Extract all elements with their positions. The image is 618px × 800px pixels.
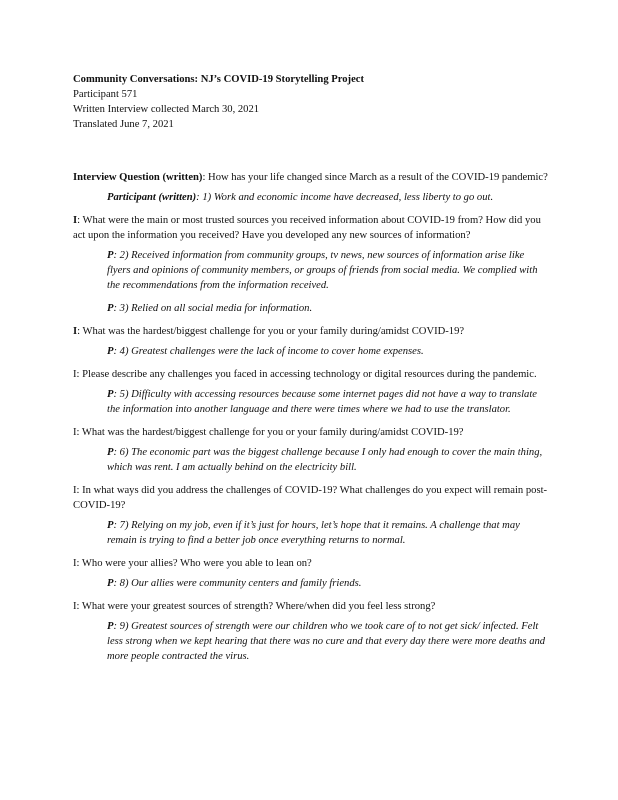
- answer-1: Participant (written): 1) Work and economic income have decreased, less liberty to go out.: [107, 192, 494, 203]
- answer-5: P: 5) Difficulty with accessing resources because some internet pages did not have a way to translate the information into another language and there were times where we had to use the translator.: [107, 389, 537, 415]
- document-page: [73, 72, 548, 664]
- answer-4: P: 4) Greatest challenges were the lack of income to cover home expenses.: [107, 346, 424, 357]
- document-title: Community Conversations: NJ’s COVID-19 Storytelling Project: [73, 74, 365, 85]
- answer-3: P: 3) Relied on all social media for information.: [107, 303, 313, 314]
- question-7: I: Who were your allies? Who were you able to lean on?: [73, 558, 312, 569]
- document-header: [73, 72, 548, 132]
- answer-7: P: 7) Relying on my job, even if it’s just for hours, let’s hope that it remains. A challenge that may remain is trying to find a better job once everything returns to normal.: [107, 520, 520, 546]
- question-label: Interview Question (written): [73, 172, 203, 183]
- question-5: I: What was the hardest/biggest challenge for you or your family during/amidst COVID-19?: [73, 427, 464, 438]
- answer-6: P: 6) The economic part was the biggest challenge because I only had enough to cover the main thing, which was rent. I am actually behind on the electricity bill.: [107, 447, 543, 473]
- collected-date: Written Interview collected March 30, 2021: [73, 104, 260, 115]
- question-3: I: What was the hardest/biggest challenge for you or your family during/amidst COVID-19?: [73, 326, 465, 337]
- question-4: I: Please describe any challenges you faced in accessing technology or digital resources during the pandemic.: [73, 369, 537, 380]
- answer-label: Participant (written): [107, 192, 197, 203]
- question-8: I: What were your greatest sources of strength? Where/when did you feel less strong?: [73, 601, 436, 612]
- answer-9: P: 9) Greatest sources of strength were our children who we took care of to not get sick/ infected. Felt less strong when we kept hearing that there was no cure and that every day there were more deaths and more people contracted the virus.: [107, 621, 546, 662]
- question-6: I: In what ways did you address the challenges of COVID-19? What challenges do you expect will remain post-COVID-19?: [73, 485, 548, 511]
- participant-id: Participant 571: [73, 89, 138, 100]
- question-2: I: What were the main or most trusted sources you received information about COVID-19 from? How did you act upon the information you received? Have you developed any new sources of information?: [73, 215, 541, 241]
- translated-date: Translated June 7, 2021: [73, 119, 174, 130]
- question-1: Interview Question (written): How has your life changed since March as a result of the COVID-19 pandemic?: [73, 172, 548, 183]
- answer-8: P: 8) Our allies were community centers and family friends.: [107, 578, 362, 589]
- answer-2: P: 2) Received information from community groups, tv news, new sources of information arise like flyers and opinions of community members, or groups of friends from social media. We complied with the recommendations from the information received.: [107, 250, 538, 291]
